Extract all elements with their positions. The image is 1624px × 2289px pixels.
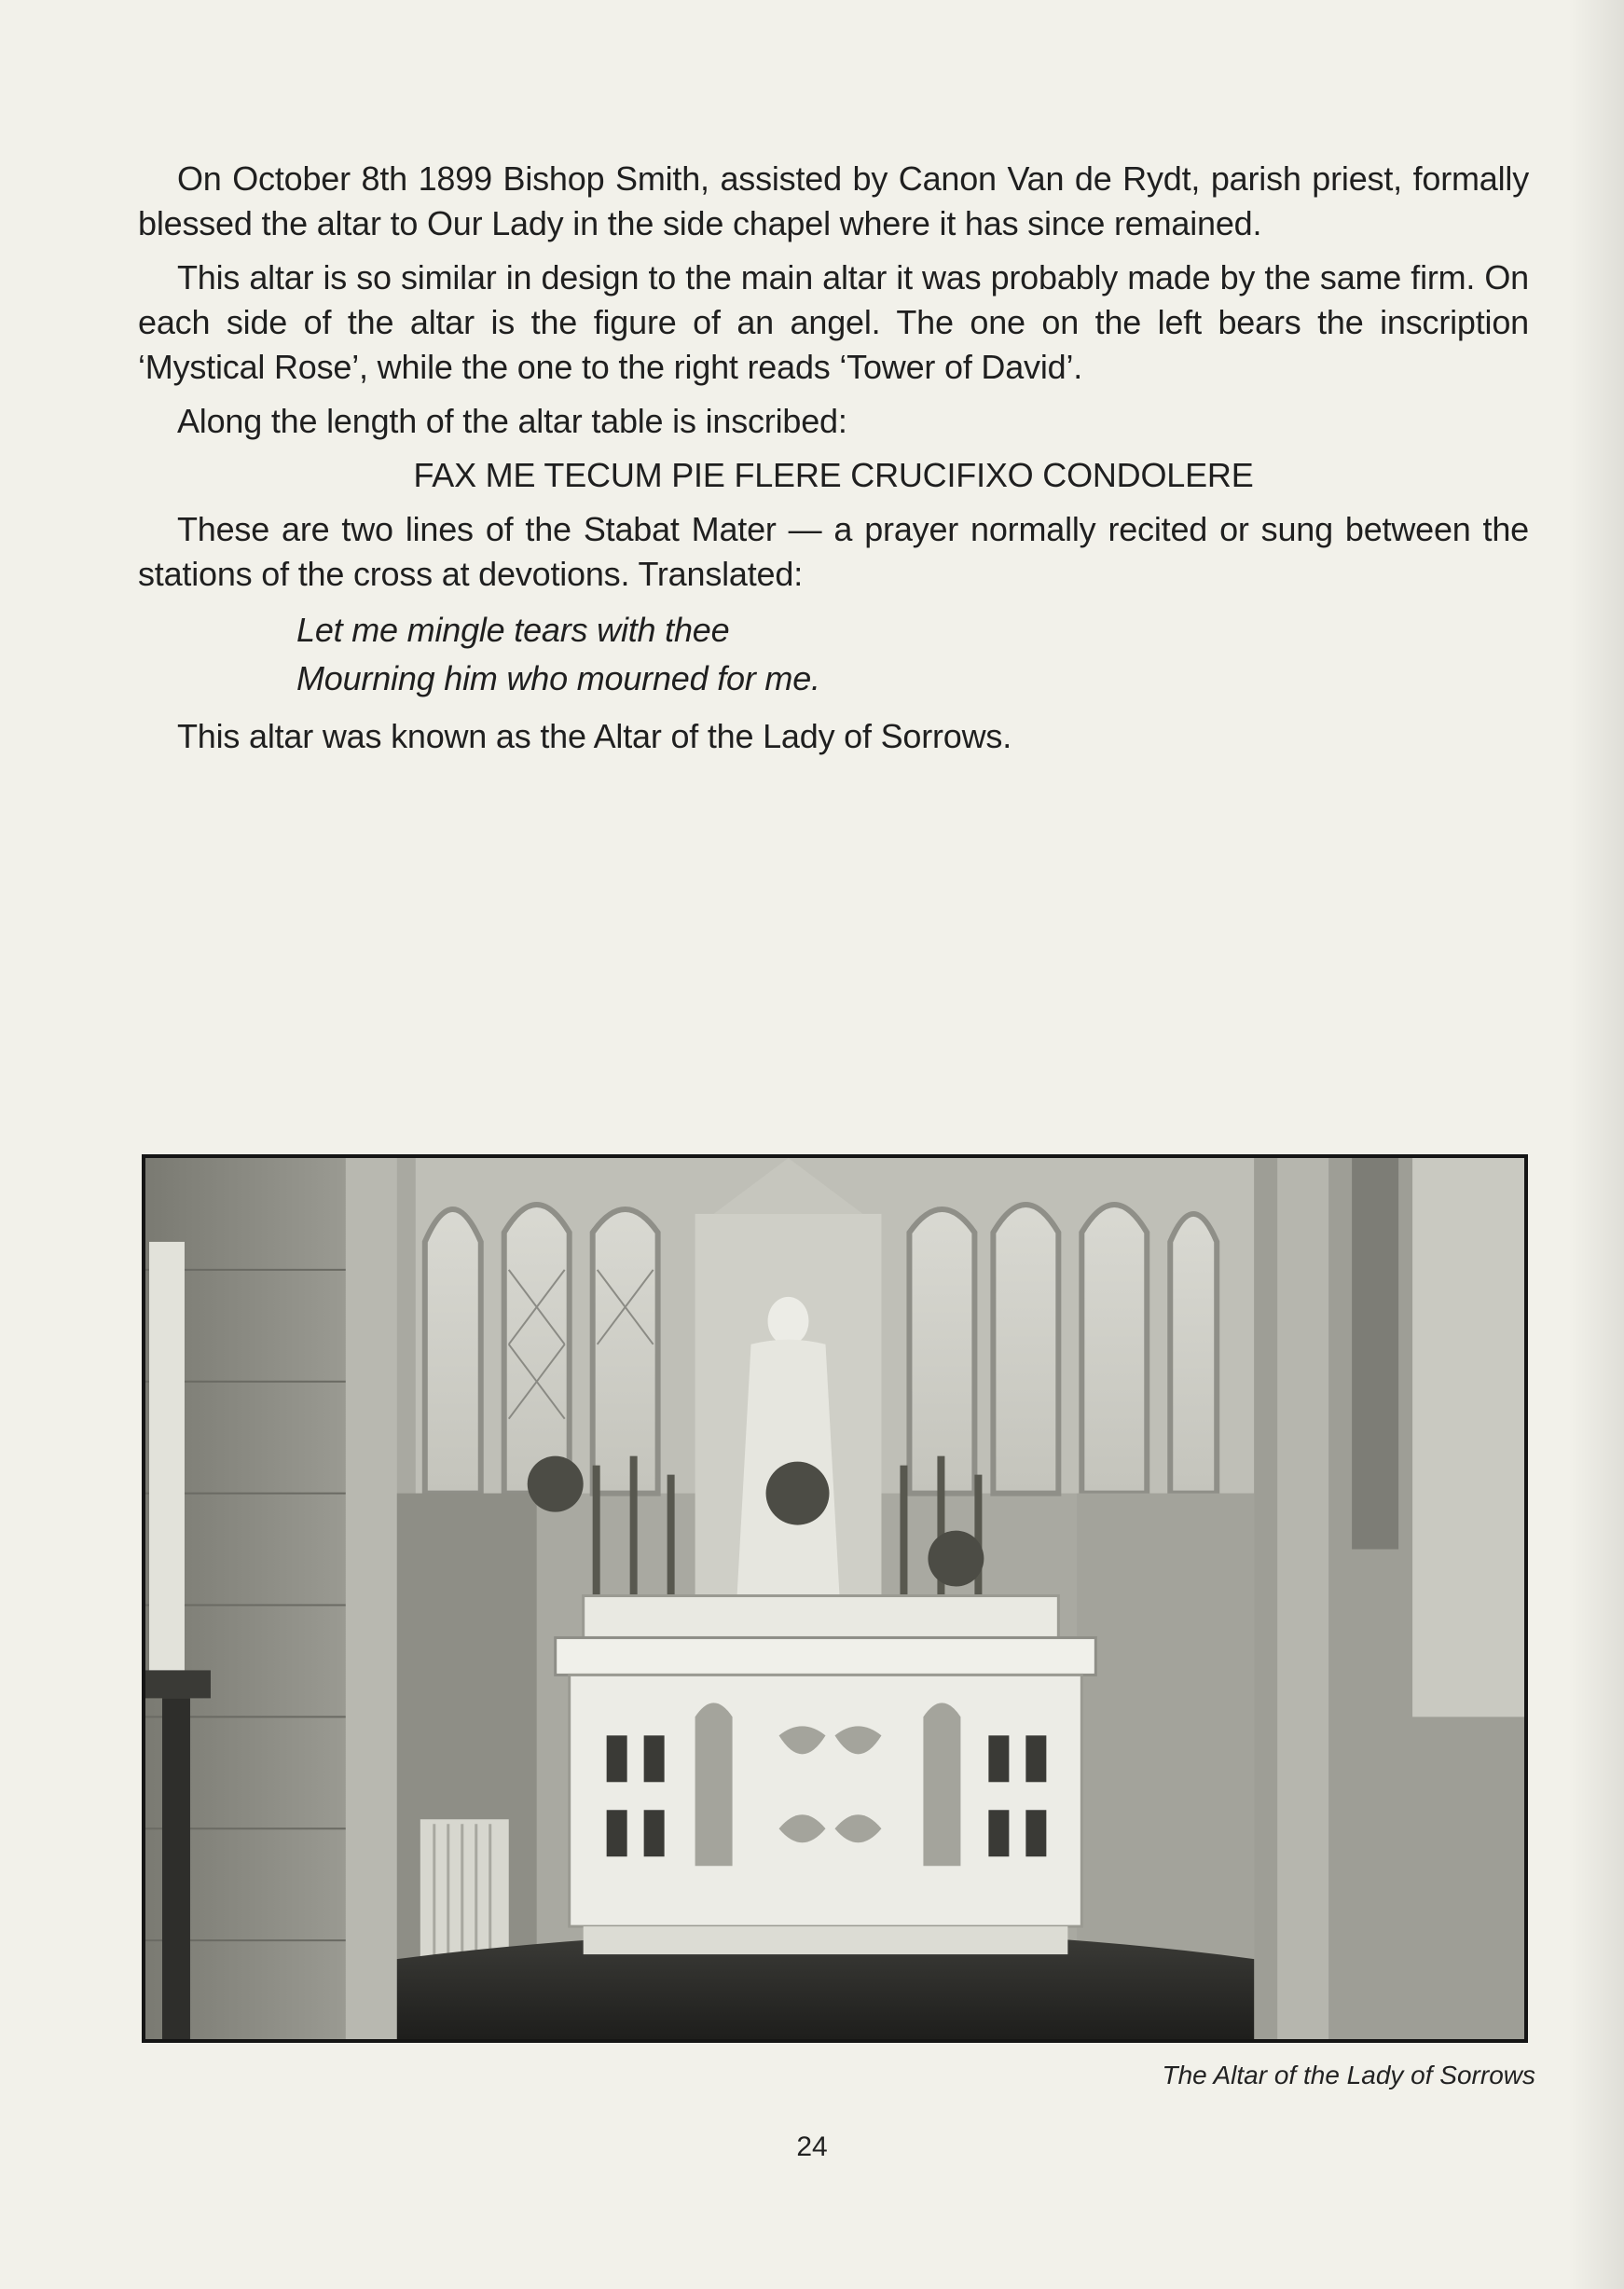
- verse-line: Mourning him who mourned for me.: [296, 659, 820, 697]
- paragraph-stabat-mater: These are two lines of the Stabat Mater — a prayer normally recited or sung between the stations of the cross at devotions. Translated:: [138, 510, 1529, 593]
- page-number: 24: [796, 2131, 828, 2162]
- altar-photograph: [142, 1154, 1528, 2043]
- inscription-text: FAX ME TECUM PIE FLERE CRUCIFIXO CONDOLERE: [413, 456, 1254, 494]
- paragraph-altar-name: This altar was known as the Altar of the Lady of Sorrows.: [177, 717, 1012, 755]
- photo-caption: The Altar of the Lady of Sorrows: [1162, 2061, 1535, 2089]
- paragraph-inscription-intro: Along the length of the altar table is inscribed:: [177, 402, 847, 440]
- altar-photo-illustration: [145, 1158, 1524, 2039]
- body-text: [138, 157, 1529, 768]
- paragraph-blessing: On October 8th 1899 Bishop Smith, assisted by Canon Van de Rydt, parish priest, formally blessed the altar to Our Lady in the side chapel where it has since remained.: [138, 159, 1529, 242]
- verse-line: Let me mingle tears with thee: [296, 611, 730, 649]
- page-edge-shadow: [1568, 0, 1624, 2289]
- translated-verse: [296, 606, 1529, 703]
- paragraph-altar-design: This altar is so similar in design to the main altar it was probably made by the same firm. On each side of the altar is the figure of an angel. The one on the left bears the inscription ‘Mystical Rose’, while the one to the right reads ‘Tower of David’.: [138, 258, 1529, 386]
